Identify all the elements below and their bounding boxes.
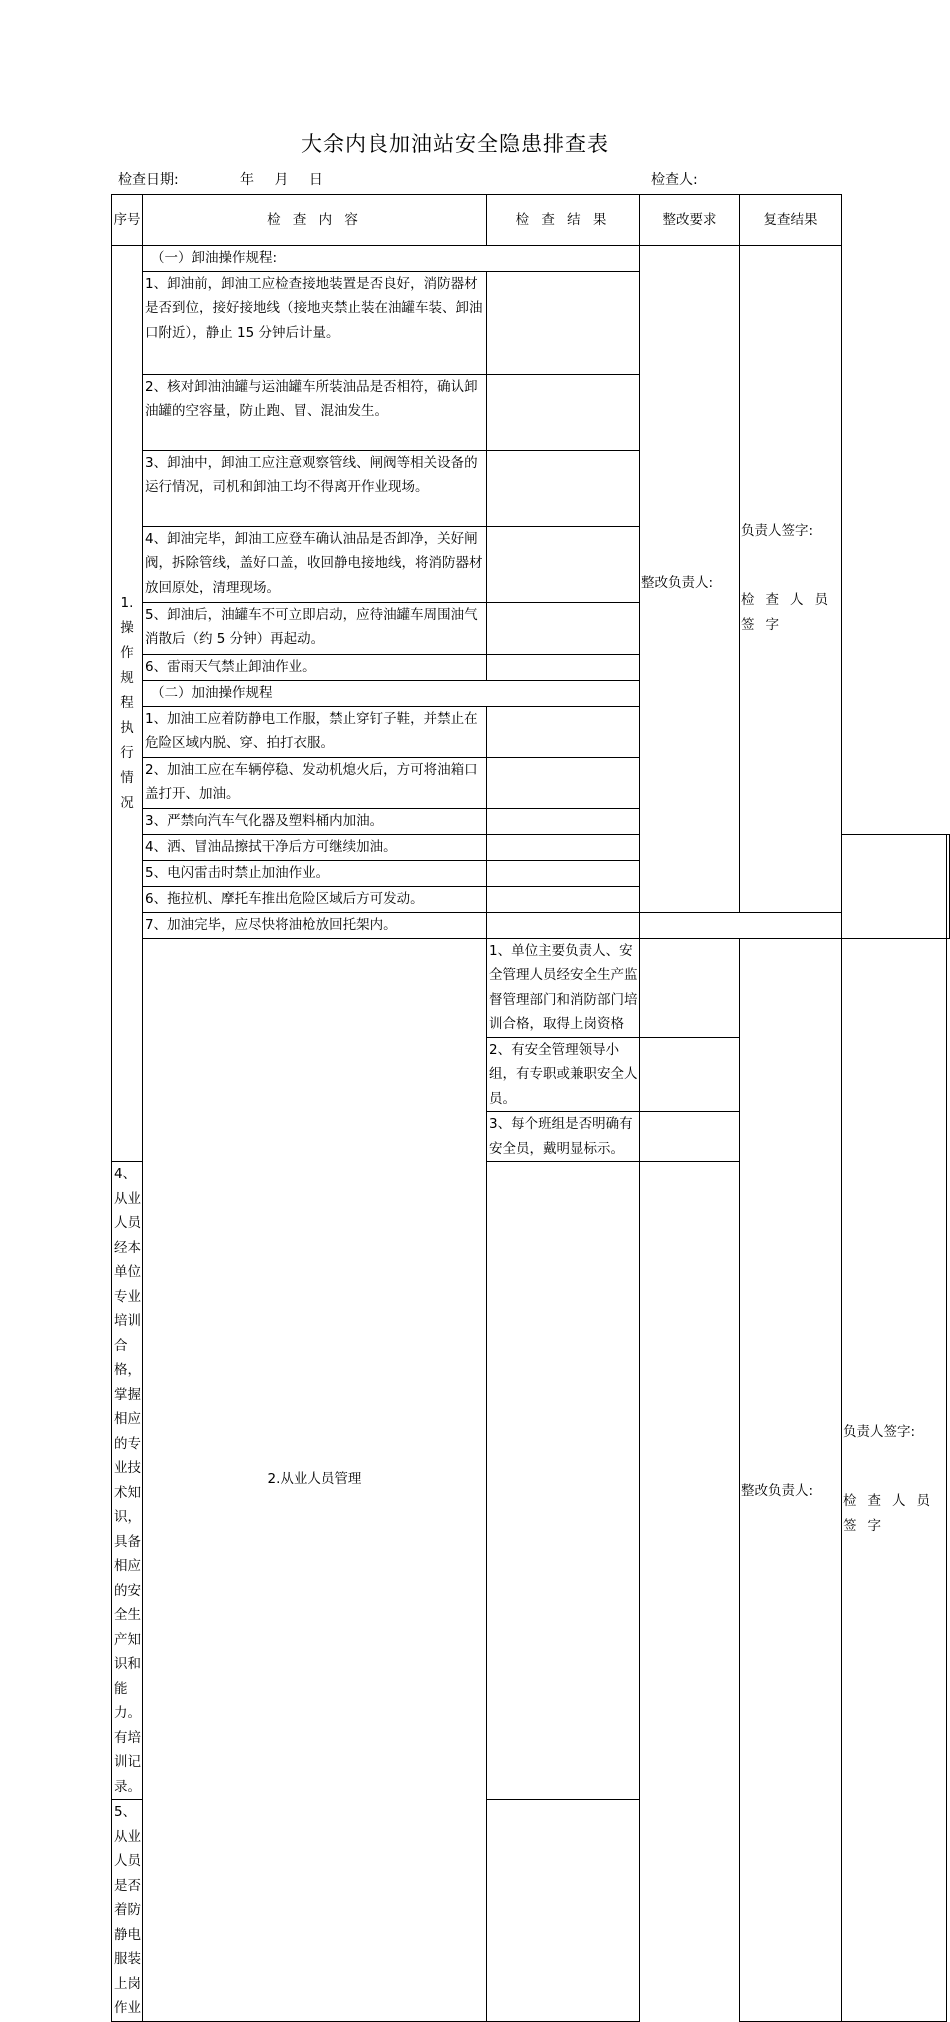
result-cell[interactable]	[640, 1112, 740, 1162]
inspector-label: 检查人:	[651, 172, 698, 188]
section-seq: 2.从业人员管理	[143, 938, 487, 2021]
rectify-label: 整改负责人:	[641, 574, 714, 591]
sign-responsible: 负责人签字:	[741, 523, 814, 540]
recheck-cell[interactable]	[947, 834, 950, 938]
rectify-label: 整改负责人:	[741, 1483, 814, 1500]
check-item: 1、加油工应着防静电工作服，禁止穿钉子鞋，并禁止在危险区域内脱、穿、拍打衣服。	[143, 706, 487, 757]
header-recheck: 复查结果	[740, 195, 842, 246]
rectify-cell	[640, 246, 740, 913]
result-cell[interactable]	[487, 1162, 640, 1800]
result-cell[interactable]	[487, 834, 640, 860]
result-cell[interactable]	[487, 602, 640, 654]
sign-responsible: 负责人签字:	[843, 1424, 916, 1440]
check-item: 7、加油完毕，应尽快将油枪放回托架内。	[143, 912, 487, 938]
table-row	[112, 912, 950, 938]
sign-inspector: 检查人员签字	[843, 1493, 941, 1534]
check-item: 6、雷雨天气禁止卸油作业。	[143, 654, 487, 680]
result-cell[interactable]	[487, 526, 640, 602]
check-item: 1、单位主要负责人、安全管理人员经安全生产监督管理部门和消防部门培训合格，取得上岗资格	[487, 938, 640, 1037]
date-fields	[240, 169, 323, 189]
check-item: 6、拖拉机、摩托车推出危险区域后方可发动。	[143, 886, 487, 912]
year-label: 年	[240, 172, 254, 188]
month-label: 月	[274, 172, 289, 188]
result-cell[interactable]	[487, 706, 640, 757]
table-row	[112, 246, 950, 272]
check-item: 3、严禁向汽车气化器及塑料桶内加油。	[143, 808, 487, 834]
result-cell[interactable]	[487, 1800, 640, 2022]
check-item: 5、从业人员是否着防静电服装上岗作业	[112, 1800, 143, 2022]
header-result: 检 查 结 果	[487, 195, 640, 246]
check-item: 2、加油工应在车辆停稳、发动机熄火后，方可将油箱口盖打开、加油。	[143, 757, 487, 808]
check-item: 4、从业人员经本单位专业培训合格，掌握相应的专业技术知识，具备相应的安全生产知识和能力。有培训记录。	[112, 1162, 143, 1800]
result-cell[interactable]	[640, 938, 740, 1037]
result-cell[interactable]	[487, 757, 640, 808]
result-cell[interactable]	[487, 912, 640, 938]
check-item: 2、有安全管理领导小组，有专职或兼职安全人员。	[487, 1037, 640, 1112]
header-row	[112, 195, 950, 246]
sign-inspector: 检查人员签字	[741, 592, 839, 634]
result-cell[interactable]	[487, 271, 640, 374]
rectify-cell	[740, 938, 842, 2021]
group-heading: （二）加油操作规程	[143, 680, 640, 706]
header-seq: 序号	[112, 195, 143, 246]
check-item: 5、电闪雷击时禁止加油作业。	[143, 860, 487, 886]
day-label: 日	[308, 172, 323, 188]
recheck-cell	[842, 938, 947, 2021]
result-cell[interactable]	[487, 654, 640, 680]
recheck-cell	[740, 246, 842, 913]
section-seq: 1.操作规程执行情况	[112, 246, 143, 1162]
group-heading: （一）卸油操作规程:	[143, 246, 640, 272]
result-cell[interactable]	[487, 886, 640, 912]
result-cell[interactable]	[640, 1037, 740, 1112]
check-item: 1、卸油前，卸油工应检查接地装置是否良好，消防器材是否到位，接好接地线（接地夹禁止装在油罐车装、卸油口附近），静止 15 分钟后计量。	[143, 271, 487, 374]
page-title: 大余内良加油站安全隐患排查表	[301, 132, 609, 156]
rectify-cell[interactable]	[842, 834, 947, 938]
check-item: 3、每个班组是否明确有安全员，戴明显标示。	[487, 1112, 640, 1162]
table-row	[112, 938, 950, 1037]
check-item: 5、卸油后，油罐车不可立即启动，应待油罐车周围油气消散后（约 5 分钟）再起动。	[143, 602, 487, 654]
header-content: 检 查 内 容	[143, 195, 487, 246]
date-label: 检查日期:	[118, 172, 179, 188]
result-cell[interactable]	[487, 860, 640, 886]
check-item: 3、卸油中，卸油工应注意观察管线、闸阀等相关设备的运行情况，司机和卸油工均不得离开作业现场。	[143, 450, 487, 526]
check-item: 4、洒、冒油品擦拭干净后方可继续加油。	[143, 834, 487, 860]
inspection-table	[111, 194, 950, 2022]
result-cell[interactable]	[487, 374, 640, 450]
check-item: 2、核对卸油油罐与运油罐车所装油品是否相符，确认卸油罐的空容量，防止跑、冒、混油发生。	[143, 374, 487, 450]
check-item: 4、卸油完毕，卸油工应登车确认油品是否卸净，关好闸阀，拆除管线，盖好口盖，收回静电接地线，将消防器材放回原处，清理现场。	[143, 526, 487, 602]
header-rectify: 整改要求	[640, 195, 740, 246]
result-cell[interactable]	[487, 450, 640, 526]
result-cell[interactable]	[487, 808, 640, 834]
